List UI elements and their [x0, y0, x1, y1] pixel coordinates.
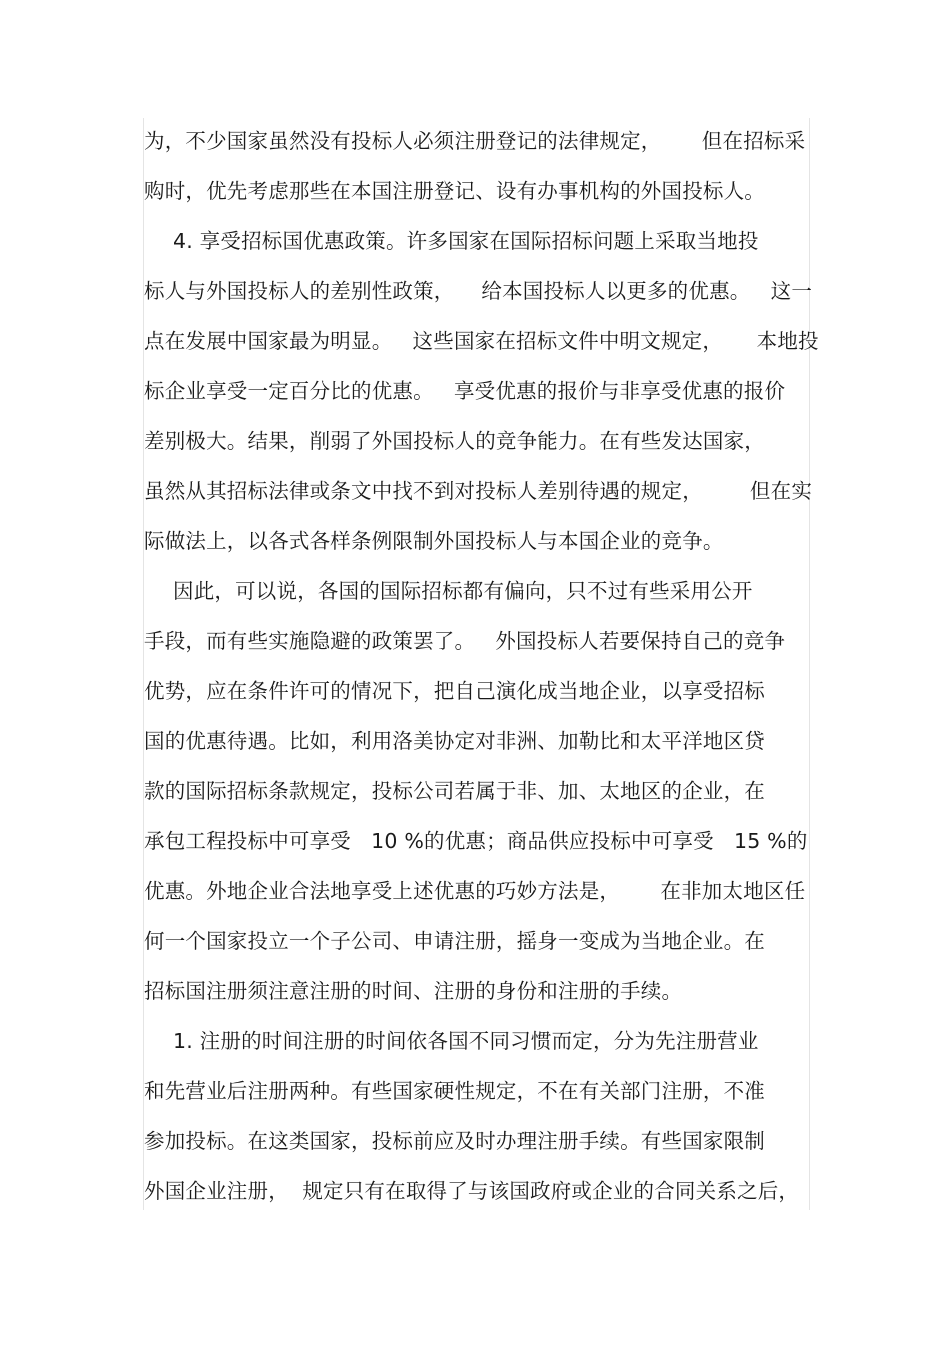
text-line: 和先营业后注册两种。有些国家硬性规定，不在有关部门注册，不准 [144, 1079, 765, 1103]
text-line: 际做法上，以各式各样条例限制外国投标人与本国企业的竞争。 [144, 529, 724, 553]
text-line: 国的优惠待遇。比如，利用洛美协定对非洲、加勒比和太平洋地区贷 [144, 729, 765, 753]
text-line: 何一个国家投立一个子公司、申请注册，摇身一变成为当地企业。在 [144, 929, 765, 953]
text-line: 承包工程投标中可享受 10 %的优惠；商品供应投标中可享受 15 %的 [144, 829, 808, 853]
text-line: 款的国际招标条款规定，投标公司若属于非、加、太地区的企业，在 [144, 779, 765, 803]
text-line: 标企业享受一定百分比的优惠。 享受优惠的报价与非享受优惠的报价 [144, 379, 786, 403]
paragraph-start-line: 4. 享受招标国优惠政策。许多国家在国际招标问题上采取当地投 [173, 229, 759, 253]
text-line: 手段，而有些实施隐避的政策罢了。 外国投标人若要保持自己的竞争 [144, 629, 786, 653]
paragraph-start-line: 因此，可以说，各国的国际招标都有偏向，只不过有些采用公开 [173, 579, 753, 603]
text-line: 虽然从其招标法律或条文中找不到对投标人差别待遇的规定， 但在实 [144, 479, 813, 503]
text-block [143, 118, 819, 1210]
text-line: 招标国注册须注意注册的时间、注册的身份和注册的手续。 [144, 979, 683, 1003]
text-line: 购时，优先考虑那些在本国注册登记、设有办事机构的外国投标人。 [144, 179, 765, 203]
paragraph-start-line: 1. 注册的时间注册的时间依各国不同习惯而定，分为先注册营业 [173, 1029, 759, 1053]
text-line: 标人与外国投标人的差别性政策， 给本国投标人以更多的优惠。 这一 [144, 279, 813, 303]
text-line: 优势，应在条件许可的情况下，把自己演化成当地企业，以享受招标 [144, 679, 765, 703]
text-line: 优惠。外地企业合法地享受上述优惠的巧妙方法是， 在非加太地区任 [144, 879, 806, 903]
text-line: 为，不少国家虽然没有投标人必须注册登记的法律规定， 但在招标采 [144, 129, 806, 153]
text-line: 外国企业注册， 规定只有在取得了与该国政府或企业的合同关系之后， [144, 1179, 800, 1203]
text-line: 参加投标。在这类国家，投标前应及时办理注册手续。有些国家限制 [144, 1129, 765, 1153]
text-line: 差别极大。结果，削弱了外国投标人的竞争能力。在有些发达国家， [144, 429, 765, 453]
text-line: 点在发展中国家最为明显。 这些国家在招标文件中明文规定， 本地投 [144, 329, 819, 353]
